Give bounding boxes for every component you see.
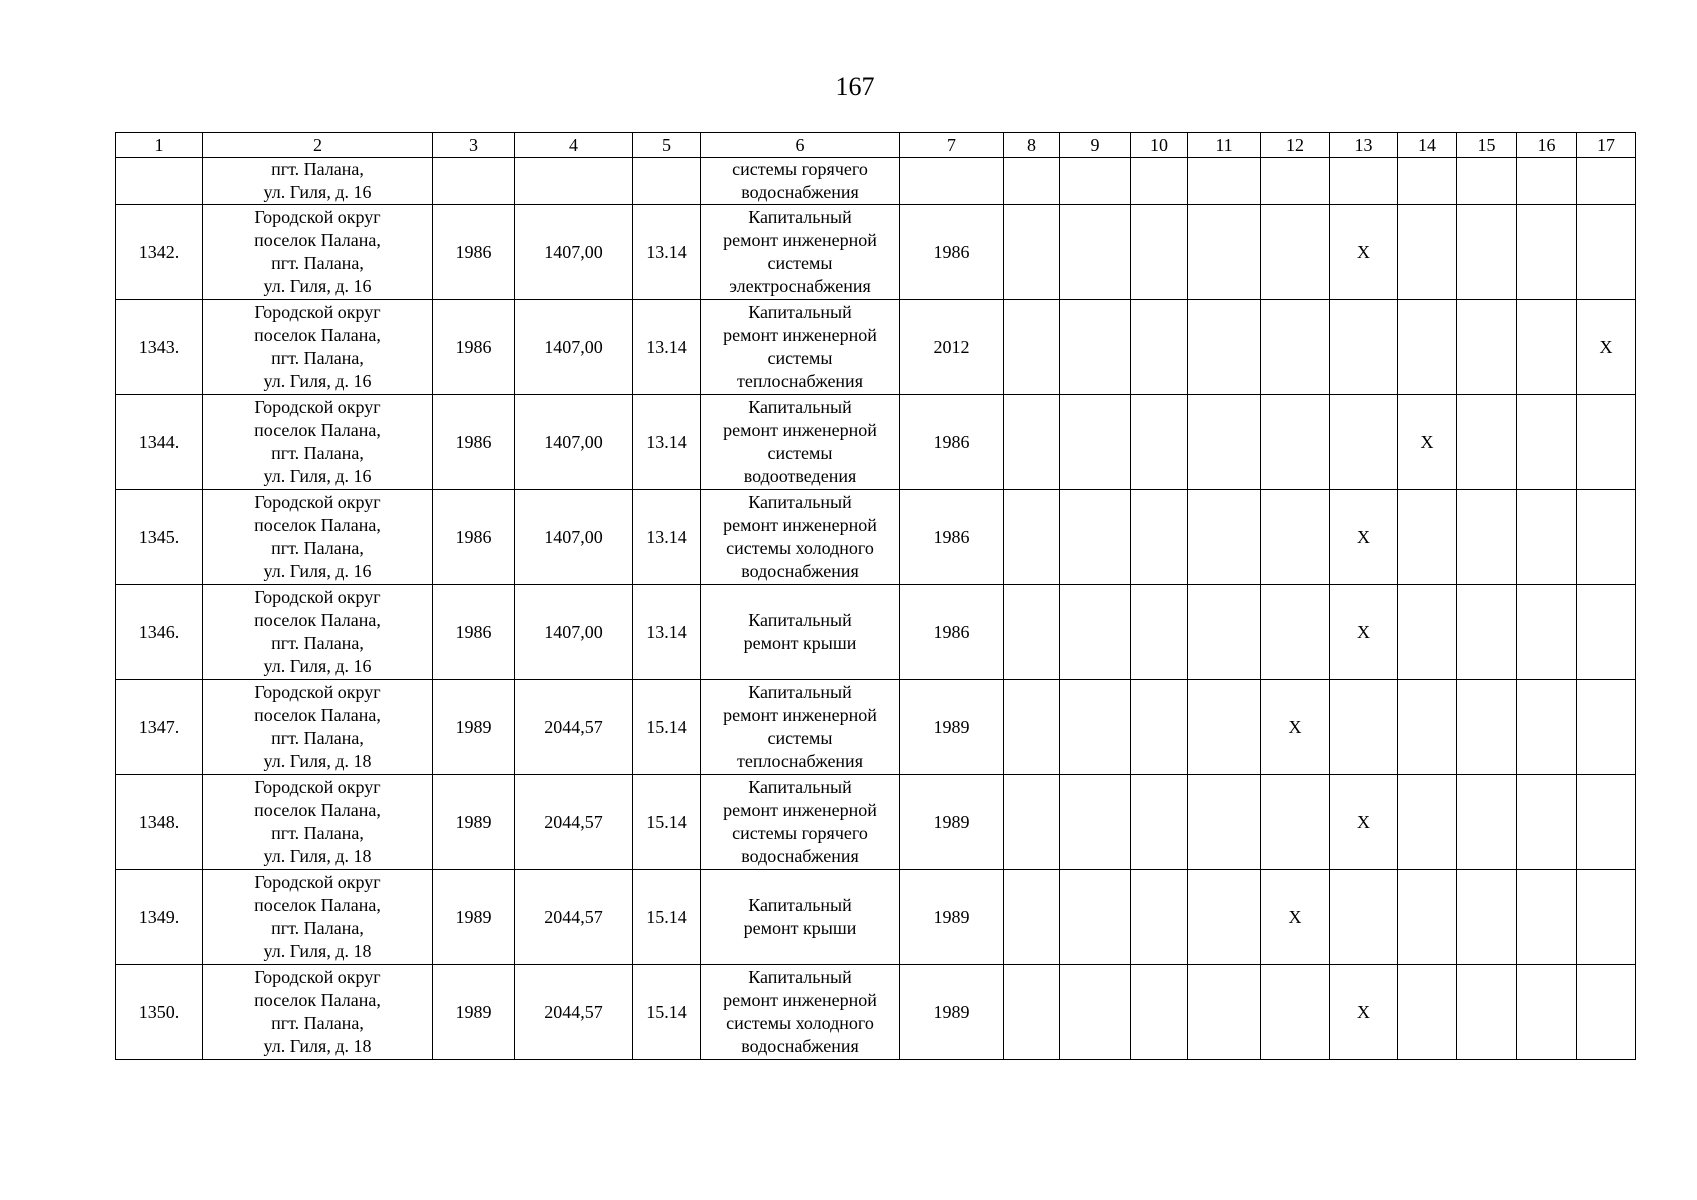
cell-mark-10 xyxy=(1131,490,1188,585)
cell-mark-8 xyxy=(1004,395,1060,490)
cell-area xyxy=(515,158,633,205)
column-number-14: 14 xyxy=(1398,133,1457,158)
cell-address: Городской округ поселок Палана, пгт. Палана, ул. Гиля, д. 16 xyxy=(203,395,433,490)
column-number-8: 8 xyxy=(1004,133,1060,158)
column-number-12: 12 xyxy=(1261,133,1330,158)
cell-mark-11 xyxy=(1188,870,1261,965)
cell-mark-8 xyxy=(1004,158,1060,205)
cell-area: 2044,57 xyxy=(515,870,633,965)
cell-mark-10 xyxy=(1131,965,1188,1060)
cell-mark-15 xyxy=(1457,965,1517,1060)
cell-mark-8 xyxy=(1004,585,1060,680)
cell-num: 1344. xyxy=(116,395,203,490)
table-row xyxy=(116,300,1636,395)
cell-work: Капитальный ремонт крыши xyxy=(701,870,900,965)
cell-mark-15 xyxy=(1457,680,1517,775)
cell-mark-13 xyxy=(1330,158,1398,205)
cell-mark-15 xyxy=(1457,158,1517,205)
cell-mark-14 xyxy=(1398,300,1457,395)
cell-mark-13 xyxy=(1330,680,1398,775)
cell-mark-15 xyxy=(1457,490,1517,585)
cell-code: 13.14 xyxy=(633,490,701,585)
continuation-row xyxy=(116,158,1636,205)
column-number-1: 1 xyxy=(116,133,203,158)
cell-year: 1986 xyxy=(433,300,515,395)
cell-address: Городской округ поселок Палана, пгт. Палана, ул. Гиля, д. 16 xyxy=(203,205,433,300)
cell-mark-17 xyxy=(1577,775,1636,870)
cell-address: Городской округ поселок Палана, пгт. Палана, ул. Гиля, д. 18 xyxy=(203,775,433,870)
mark-x: X xyxy=(1330,965,1398,1060)
cell-area: 1407,00 xyxy=(515,395,633,490)
cell-mark-13 xyxy=(1330,870,1398,965)
mark-x: X xyxy=(1577,300,1636,395)
cell-year: 1986 xyxy=(433,205,515,300)
table-row xyxy=(116,870,1636,965)
cell-year: 1989 xyxy=(433,680,515,775)
cell-mark-10 xyxy=(1131,775,1188,870)
cell-year: 1986 xyxy=(433,585,515,680)
cell-mark-9 xyxy=(1060,205,1131,300)
cell-year: 1986 xyxy=(433,490,515,585)
cell-mark-8 xyxy=(1004,300,1060,395)
table-row xyxy=(116,585,1636,680)
table-row xyxy=(116,395,1636,490)
cell-num: 1349. xyxy=(116,870,203,965)
cell-address: Городской округ поселок Палана, пгт. Палана, ул. Гиля, д. 16 xyxy=(203,300,433,395)
cell-work: Капитальный ремонт инженерной системы холодного водоснабжения xyxy=(701,490,900,585)
cell-num: 1347. xyxy=(116,680,203,775)
cell-mark-14 xyxy=(1398,775,1457,870)
cell-mark-11 xyxy=(1188,300,1261,395)
cell-mark-8 xyxy=(1004,870,1060,965)
cell-mark-14 xyxy=(1398,965,1457,1060)
cell-code: 13.14 xyxy=(633,300,701,395)
cell-mark-11 xyxy=(1188,395,1261,490)
cell-area: 1407,00 xyxy=(515,205,633,300)
column-number-4: 4 xyxy=(515,133,633,158)
cell-mark-16 xyxy=(1517,395,1577,490)
cell-mark-9 xyxy=(1060,490,1131,585)
cell-mark-11 xyxy=(1188,585,1261,680)
table-row xyxy=(116,205,1636,300)
cell-mark-11 xyxy=(1188,490,1261,585)
cell-area: 1407,00 xyxy=(515,490,633,585)
cell-mark-8 xyxy=(1004,775,1060,870)
cell-work-year: 1986 xyxy=(900,395,1004,490)
cell-work-year: 1986 xyxy=(900,585,1004,680)
cell-mark-11 xyxy=(1188,158,1261,205)
cell-num: 1346. xyxy=(116,585,203,680)
cell-mark-17 xyxy=(1577,158,1636,205)
cell-mark-15 xyxy=(1457,585,1517,680)
cell-address: Городской округ поселок Палана, пгт. Палана, ул. Гиля, д. 18 xyxy=(203,965,433,1060)
column-number-15: 15 xyxy=(1457,133,1517,158)
cell-mark-12 xyxy=(1261,205,1330,300)
cell-year xyxy=(433,158,515,205)
cell-year: 1989 xyxy=(433,775,515,870)
cell-mark-15 xyxy=(1457,395,1517,490)
cell-work-year: 1989 xyxy=(900,680,1004,775)
cell-address: пгт. Палана, ул. Гиля, д. 16 xyxy=(203,158,433,205)
cell-mark-16 xyxy=(1517,300,1577,395)
cell-area: 2044,57 xyxy=(515,965,633,1060)
cell-mark-9 xyxy=(1060,775,1131,870)
mark-x: X xyxy=(1330,490,1398,585)
page-number: 167 xyxy=(835,72,875,101)
cell-mark-9 xyxy=(1060,300,1131,395)
cell-mark-9 xyxy=(1060,680,1131,775)
cell-work-year: 1986 xyxy=(900,490,1004,585)
cell-mark-9 xyxy=(1060,585,1131,680)
cell-mark-9 xyxy=(1060,870,1131,965)
column-number-9: 9 xyxy=(1060,133,1131,158)
cell-mark-14 xyxy=(1398,585,1457,680)
cell-mark-11 xyxy=(1188,680,1261,775)
cell-mark-15 xyxy=(1457,870,1517,965)
cell-num: 1342. xyxy=(116,205,203,300)
cell-mark-11 xyxy=(1188,775,1261,870)
cell-mark-10 xyxy=(1131,158,1188,205)
cell-code: 15.14 xyxy=(633,965,701,1060)
mark-x: X xyxy=(1330,585,1398,680)
table-row xyxy=(116,775,1636,870)
cell-year: 1986 xyxy=(433,395,515,490)
cell-mark-13 xyxy=(1330,300,1398,395)
cell-area: 1407,00 xyxy=(515,585,633,680)
cell-mark-16 xyxy=(1517,205,1577,300)
column-number-6: 6 xyxy=(701,133,900,158)
cell-num: 1345. xyxy=(116,490,203,585)
cell-mark-17 xyxy=(1577,680,1636,775)
cell-code xyxy=(633,158,701,205)
cell-mark-10 xyxy=(1131,300,1188,395)
cell-num xyxy=(116,158,203,205)
cell-area: 1407,00 xyxy=(515,300,633,395)
cell-mark-10 xyxy=(1131,585,1188,680)
cell-code: 13.14 xyxy=(633,205,701,300)
cell-area: 2044,57 xyxy=(515,680,633,775)
cell-num: 1343. xyxy=(116,300,203,395)
cell-mark-16 xyxy=(1517,870,1577,965)
cell-work-year: 1989 xyxy=(900,775,1004,870)
cell-mark-9 xyxy=(1060,965,1131,1060)
column-number-16: 16 xyxy=(1517,133,1577,158)
cell-work: Капитальный ремонт инженерной системы холодного водоснабжения xyxy=(701,965,900,1060)
mark-x: X xyxy=(1261,680,1330,775)
cell-mark-17 xyxy=(1577,490,1636,585)
cell-code: 15.14 xyxy=(633,680,701,775)
cell-mark-14 xyxy=(1398,680,1457,775)
cell-mark-17 xyxy=(1577,965,1636,1060)
column-number-13: 13 xyxy=(1330,133,1398,158)
cell-mark-12 xyxy=(1261,490,1330,585)
cell-work-year: 2012 xyxy=(900,300,1004,395)
column-number-row xyxy=(116,133,1636,158)
cell-mark-12 xyxy=(1261,395,1330,490)
cell-mark-10 xyxy=(1131,205,1188,300)
column-number-7: 7 xyxy=(900,133,1004,158)
cell-work: Капитальный ремонт инженерной системы теплоснабжения xyxy=(701,680,900,775)
cell-work: Капитальный ремонт инженерной системы водоотведения xyxy=(701,395,900,490)
cell-work-year: 1989 xyxy=(900,870,1004,965)
cell-work-year xyxy=(900,158,1004,205)
cell-mark-17 xyxy=(1577,585,1636,680)
cell-mark-12 xyxy=(1261,585,1330,680)
cell-mark-17 xyxy=(1577,395,1636,490)
cell-mark-15 xyxy=(1457,300,1517,395)
cell-area: 2044,57 xyxy=(515,775,633,870)
table-row xyxy=(116,680,1636,775)
cell-mark-15 xyxy=(1457,205,1517,300)
cell-work: Капитальный ремонт инженерной системы теплоснабжения xyxy=(701,300,900,395)
cell-work: Капитальный ремонт крыши xyxy=(701,585,900,680)
table-row xyxy=(116,490,1636,585)
cell-mark-9 xyxy=(1060,395,1131,490)
cell-mark-8 xyxy=(1004,490,1060,585)
cell-mark-16 xyxy=(1517,585,1577,680)
cell-mark-16 xyxy=(1517,490,1577,585)
cell-mark-16 xyxy=(1517,158,1577,205)
repair-schedule-table xyxy=(115,132,1636,1060)
cell-work: Капитальный ремонт инженерной системы электроснабжения xyxy=(701,205,900,300)
column-number-5: 5 xyxy=(633,133,701,158)
cell-mark-14 xyxy=(1398,870,1457,965)
cell-mark-17 xyxy=(1577,205,1636,300)
cell-mark-14 xyxy=(1398,158,1457,205)
cell-mark-11 xyxy=(1188,205,1261,300)
cell-mark-13 xyxy=(1330,395,1398,490)
cell-work: Капитальный ремонт инженерной системы горячего водоснабжения xyxy=(701,775,900,870)
cell-mark-11 xyxy=(1188,965,1261,1060)
cell-year: 1989 xyxy=(433,870,515,965)
cell-address: Городской округ поселок Палана, пгт. Палана, ул. Гиля, д. 16 xyxy=(203,585,433,680)
cell-mark-8 xyxy=(1004,205,1060,300)
cell-mark-10 xyxy=(1131,395,1188,490)
cell-mark-9 xyxy=(1060,158,1131,205)
cell-mark-16 xyxy=(1517,965,1577,1060)
mark-x: X xyxy=(1398,395,1457,490)
cell-work-year: 1986 xyxy=(900,205,1004,300)
column-number-17: 17 xyxy=(1577,133,1636,158)
mark-x: X xyxy=(1330,775,1398,870)
cell-address: Городской округ поселок Палана, пгт. Палана, ул. Гиля, д. 16 xyxy=(203,490,433,585)
cell-num: 1348. xyxy=(116,775,203,870)
cell-mark-16 xyxy=(1517,680,1577,775)
cell-mark-10 xyxy=(1131,870,1188,965)
cell-code: 15.14 xyxy=(633,870,701,965)
cell-year: 1989 xyxy=(433,965,515,1060)
column-number-10: 10 xyxy=(1131,133,1188,158)
cell-mark-8 xyxy=(1004,965,1060,1060)
cell-mark-12 xyxy=(1261,300,1330,395)
cell-work: системы горячего водоснабжения xyxy=(701,158,900,205)
cell-address: Городской округ поселок Палана, пгт. Палана, ул. Гиля, д. 18 xyxy=(203,680,433,775)
cell-address: Городской округ поселок Палана, пгт. Палана, ул. Гиля, д. 18 xyxy=(203,870,433,965)
cell-code: 13.14 xyxy=(633,395,701,490)
cell-mark-16 xyxy=(1517,775,1577,870)
cell-mark-10 xyxy=(1131,680,1188,775)
cell-mark-12 xyxy=(1261,775,1330,870)
column-number-3: 3 xyxy=(433,133,515,158)
cell-work-year: 1989 xyxy=(900,965,1004,1060)
cell-mark-8 xyxy=(1004,680,1060,775)
cell-mark-12 xyxy=(1261,965,1330,1060)
table-row xyxy=(116,965,1636,1060)
cell-code: 13.14 xyxy=(633,585,701,680)
mark-x: X xyxy=(1261,870,1330,965)
column-number-2: 2 xyxy=(203,133,433,158)
mark-x: X xyxy=(1330,205,1398,300)
cell-mark-12 xyxy=(1261,158,1330,205)
cell-mark-14 xyxy=(1398,490,1457,585)
cell-mark-14 xyxy=(1398,205,1457,300)
cell-num: 1350. xyxy=(116,965,203,1060)
cell-code: 15.14 xyxy=(633,775,701,870)
cell-mark-17 xyxy=(1577,870,1636,965)
column-number-11: 11 xyxy=(1188,133,1261,158)
cell-mark-15 xyxy=(1457,775,1517,870)
